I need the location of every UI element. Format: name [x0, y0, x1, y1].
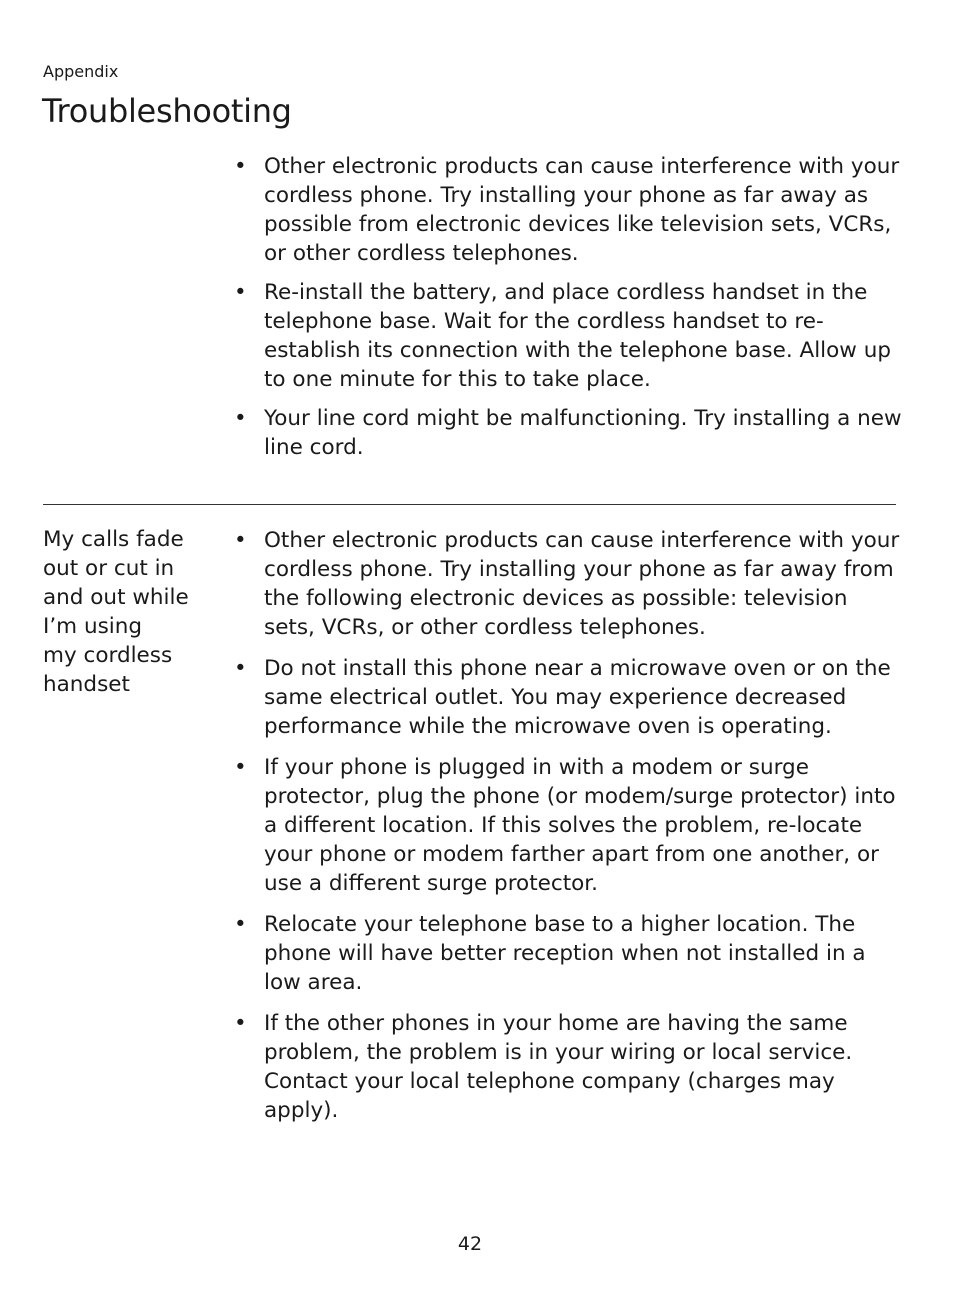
page-number: 42: [457, 1233, 483, 1255]
solution-text: If the other phones in your home are having the same problem, the problem is in your wiring or local service. Contact your local telephone company (charges may apply).: [264, 1011, 853, 1123]
solution-text: Do not install this phone near a microwave oven or on the same electrical outlet. You may experience decreased performance while the microwave oven is operating.: [264, 656, 891, 739]
page-title: Troubleshooting: [42, 92, 292, 130]
solution-item: [234, 278, 902, 394]
solution-item: [234, 753, 902, 898]
bullet-icon: •: [234, 912, 247, 937]
solution-text: Your line cord might be malfunctioning. Try installing a new line cord.: [264, 406, 902, 460]
solution-text: Other electronic products can cause interference with your cordless phone. Try installing your phone as far away from the following electronic devices as possible: television sets, VCRs, or other cordless telephones.: [264, 528, 900, 640]
solution-list: [234, 526, 902, 1125]
bullet-icon: •: [234, 755, 247, 780]
solution-item: [234, 152, 902, 268]
solution-text: Re-install the battery, and place cordless handset in the telephone base. Wait for the cordless handset to re-establish its connection with the telephone base. Allow up to one minute for this to take place.: [264, 280, 891, 392]
bullet-icon: •: [234, 1011, 247, 1036]
continued-solution-list: [234, 152, 902, 462]
bullet-icon: •: [234, 656, 247, 681]
solution-item: [234, 526, 902, 642]
problem-description: My calls fade out or cut in and out while I’m using my cordless handset: [43, 527, 189, 697]
bullet-icon: •: [234, 154, 247, 179]
solution-text: Relocate your telephone base to a higher location. The phone will have better reception when not installed in a low area.: [264, 912, 866, 995]
solution-item: [234, 1009, 902, 1125]
table-divider: [43, 504, 896, 505]
section-label: Appendix: [43, 62, 119, 81]
solution-text: If your phone is plugged in with a modem or surge protector, plug the phone (or modem/surge protector) into a different location. If this solves the problem, re-locate your phone or modem farther apart from one another, or use a different surge protector.: [264, 755, 896, 896]
solution-text: Other electronic products can cause interference with your cordless phone. Try installing your phone as far away as possible from electronic devices like television sets, VCRs, or other cordless telephones.: [264, 154, 900, 266]
solution-item: [234, 654, 902, 741]
bullet-icon: •: [234, 406, 247, 431]
solution-item: [234, 910, 902, 997]
solution-item: [234, 404, 902, 462]
bullet-icon: •: [234, 528, 247, 553]
bullet-icon: •: [234, 280, 247, 305]
